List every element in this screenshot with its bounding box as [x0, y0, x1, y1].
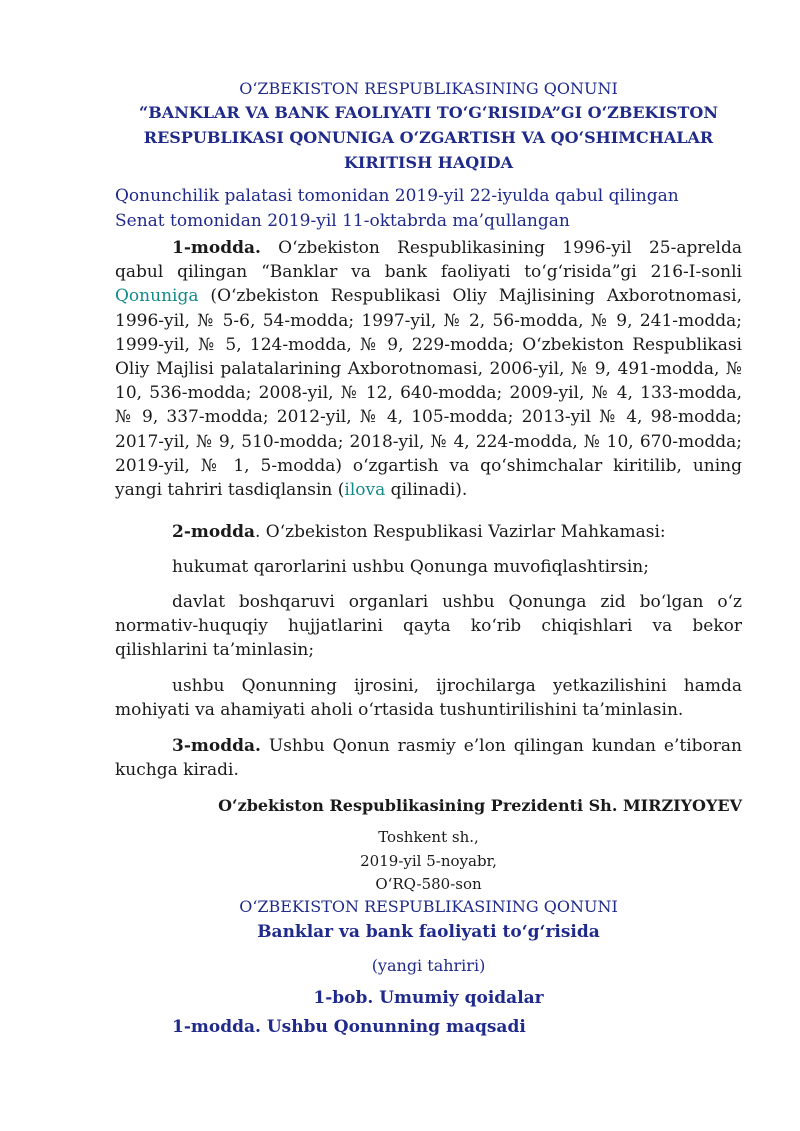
- article-1-text-b: (O‘zbekiston Respublikasi Oliy Majlisining Axborotnomasi, 1996-yil, № 5-6, 54-modda; 1997-yil, № 2, 56-modda, № 9, 241-modda; 1999-yil, № 5, 124-modda, № 9, 229-modda; O‘zbekiston Respublikasi Oliy Majlisi palatalarining Axborotnomasi, 2006-yil, № 9, 491-modda, № 10, 536-modda; 2008-yil, № 12, 640-modda; 2009-yil, № 4, 133-modda, № 9, 337-modda; 2012-yil, № 4, 105-modda; 2013-yil № 4, 98-modda; 2017-yil, № 9, 510-modda; 2018-yil, № 4, 224-modda, № 10, 670-modda; 2019-yil, № 1, 5-modda) o‘zgartish va qo‘shimchalar kiritilib, uning yangi tahriri tasdiqlansin (: [115, 286, 742, 501]
- law-title-line-1: “BANKLAR VA BANK FAOLIYATI TO‘G‘RISIDA”GI O‘ZBEKISTON: [139, 103, 718, 122]
- article-3-label: 3-modda.: [172, 736, 261, 756]
- number-line: O‘RQ-580-son: [375, 875, 482, 893]
- article-2-item-3: ushbu Qonunning ijrosini, ijrochilarga yetkazilishini hamda mohiyati va ahamiyati aholi o‘rtasida tushuntirilishini ta’minlasin.: [115, 676, 742, 721]
- article-1-text-c: qilinadi).: [385, 480, 468, 501]
- article-3-paragraph: [115, 734, 742, 782]
- chapter-heading: 1-bob. Umumiy qoidalar: [313, 988, 544, 1008]
- law-title-line-3: KIRITISH HAQIDA: [343, 153, 514, 172]
- annex-law-kind: O‘ZBEKISTON RESPUBLIKASINING QONUNI: [239, 897, 618, 916]
- article-2-paragraph: [115, 520, 742, 544]
- law-kind-heading: O‘ZBEKISTON RESPUBLIKASINING QONUNI: [239, 79, 618, 98]
- president-signature: O‘zbekiston Respublikasining Prezidenti Sh. MIRZIYOYEV: [218, 796, 742, 815]
- place-line: Toshkent sh.,: [378, 828, 479, 846]
- annex-edition: (yangi tahriri): [371, 956, 486, 975]
- approval-note: Senat tomonidan 2019-yil 11-oktabrda ma’qullangan: [115, 211, 570, 231]
- article-2-item-1: hukumat qarorlarini ushbu Qonunga muvofiqlashtirsin;: [172, 557, 649, 577]
- article-1-label: 1-modda.: [172, 238, 261, 258]
- article-2-intro: . O‘zbekiston Respublikasi Vazirlar Mahkamasi:: [255, 522, 666, 542]
- article-heading: 1-modda. Ushbu Qonunning maqsadi: [172, 1017, 526, 1037]
- annex-link[interactable]: ilova: [344, 480, 386, 501]
- article-1-text-a: O‘zbekiston Respublikasining 1996-yil 25-aprelda qabul qilingan “Banklar va bank faoliyati to‘g‘risida”gi 216-I-sonli: [115, 238, 742, 283]
- article-3-text: Ushbu Qonun rasmiy e’lon qilingan kundan e’tiboran kuchga kiradi.: [115, 736, 742, 781]
- date-line: 2019-yil 5-noyabr,: [360, 852, 497, 870]
- law-title-line-2: RESPUBLIKASI QONUNIGA O‘ZGARTISH VA QO‘SHIMCHALAR: [143, 128, 714, 147]
- article-2-label: 2-modda: [172, 522, 255, 542]
- adoption-note: Qonunchilik palatasi tomonidan 2019-yil 22-iyulda qabul qilingan: [115, 186, 679, 206]
- law-link[interactable]: Qonuniga: [115, 286, 199, 307]
- annex-title: Banklar va bank faoliyati to‘g‘risida: [257, 922, 600, 942]
- article-2-item-2: davlat boshqaruvi organlari ushbu Qonunga zid bo‘lgan o‘z normativ-huquqiy hujjatlarini qayta ko‘rib chiqishlari va bekor qilishlarini ta’minlasin;: [115, 592, 742, 661]
- article-1-paragraph: [115, 236, 742, 502]
